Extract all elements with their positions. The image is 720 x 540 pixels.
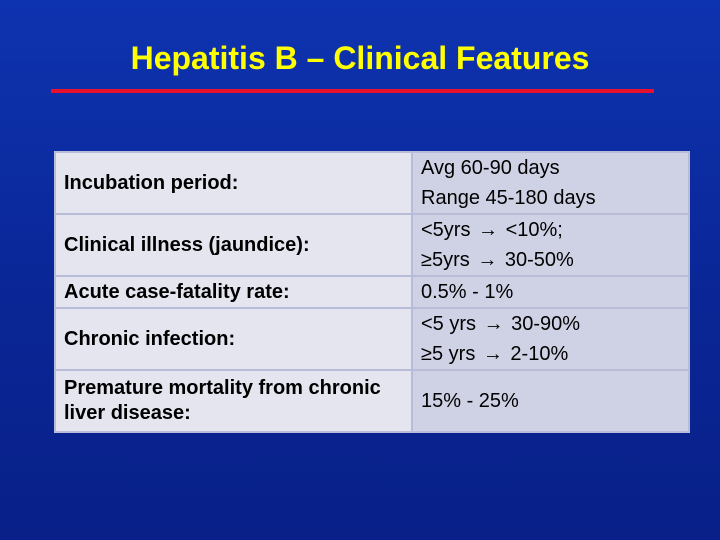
table-row: [55, 152, 689, 214]
value-line: Avg 60-90 days: [421, 157, 560, 179]
title-underline: [51, 89, 654, 93]
right-arrow-icon: →: [482, 343, 503, 365]
table-row: [55, 276, 689, 308]
row-value: [412, 276, 689, 308]
right-arrow-icon: →: [478, 219, 499, 241]
value-text: <10%;: [500, 219, 563, 241]
value-text: <5yrs: [421, 219, 477, 241]
value-line: [421, 309, 680, 339]
row-label: Incubation period:: [55, 152, 412, 214]
row-value: [412, 214, 689, 276]
slide-title: Hepatitis B – Clinical Features: [130, 40, 590, 76]
value-text: ≥5yrs: [421, 249, 476, 271]
row-value: [412, 308, 689, 370]
table-row: [55, 370, 689, 432]
row-value: [412, 152, 689, 214]
row-label: Clinical illness (jaundice):: [55, 214, 412, 276]
value-line: 0.5% - 1%: [421, 281, 514, 303]
value-line: Range 45-180 days: [421, 187, 596, 209]
table-row: [55, 214, 689, 276]
clinical-features-table: [54, 151, 690, 433]
value-text: 2-10%: [504, 343, 569, 365]
row-label: Acute case-fatality rate:: [55, 276, 412, 308]
row-label: Chronic infection:: [55, 308, 412, 370]
value-text: 30-50%: [499, 249, 574, 271]
right-arrow-icon: →: [483, 313, 504, 335]
table-row: [55, 308, 689, 370]
value-text: 30-90%: [505, 313, 581, 335]
value-line: [421, 339, 680, 369]
value-line: [421, 215, 680, 245]
right-arrow-icon: →: [477, 249, 498, 271]
value-text: ≥5 yrs: [421, 343, 481, 365]
row-value: [412, 370, 689, 432]
value-line: 15% - 25%: [421, 390, 519, 412]
row-label: Premature mortality from chronic liver disease:: [55, 370, 412, 432]
value-line: [421, 245, 680, 275]
value-text: <5 yrs: [421, 313, 482, 335]
